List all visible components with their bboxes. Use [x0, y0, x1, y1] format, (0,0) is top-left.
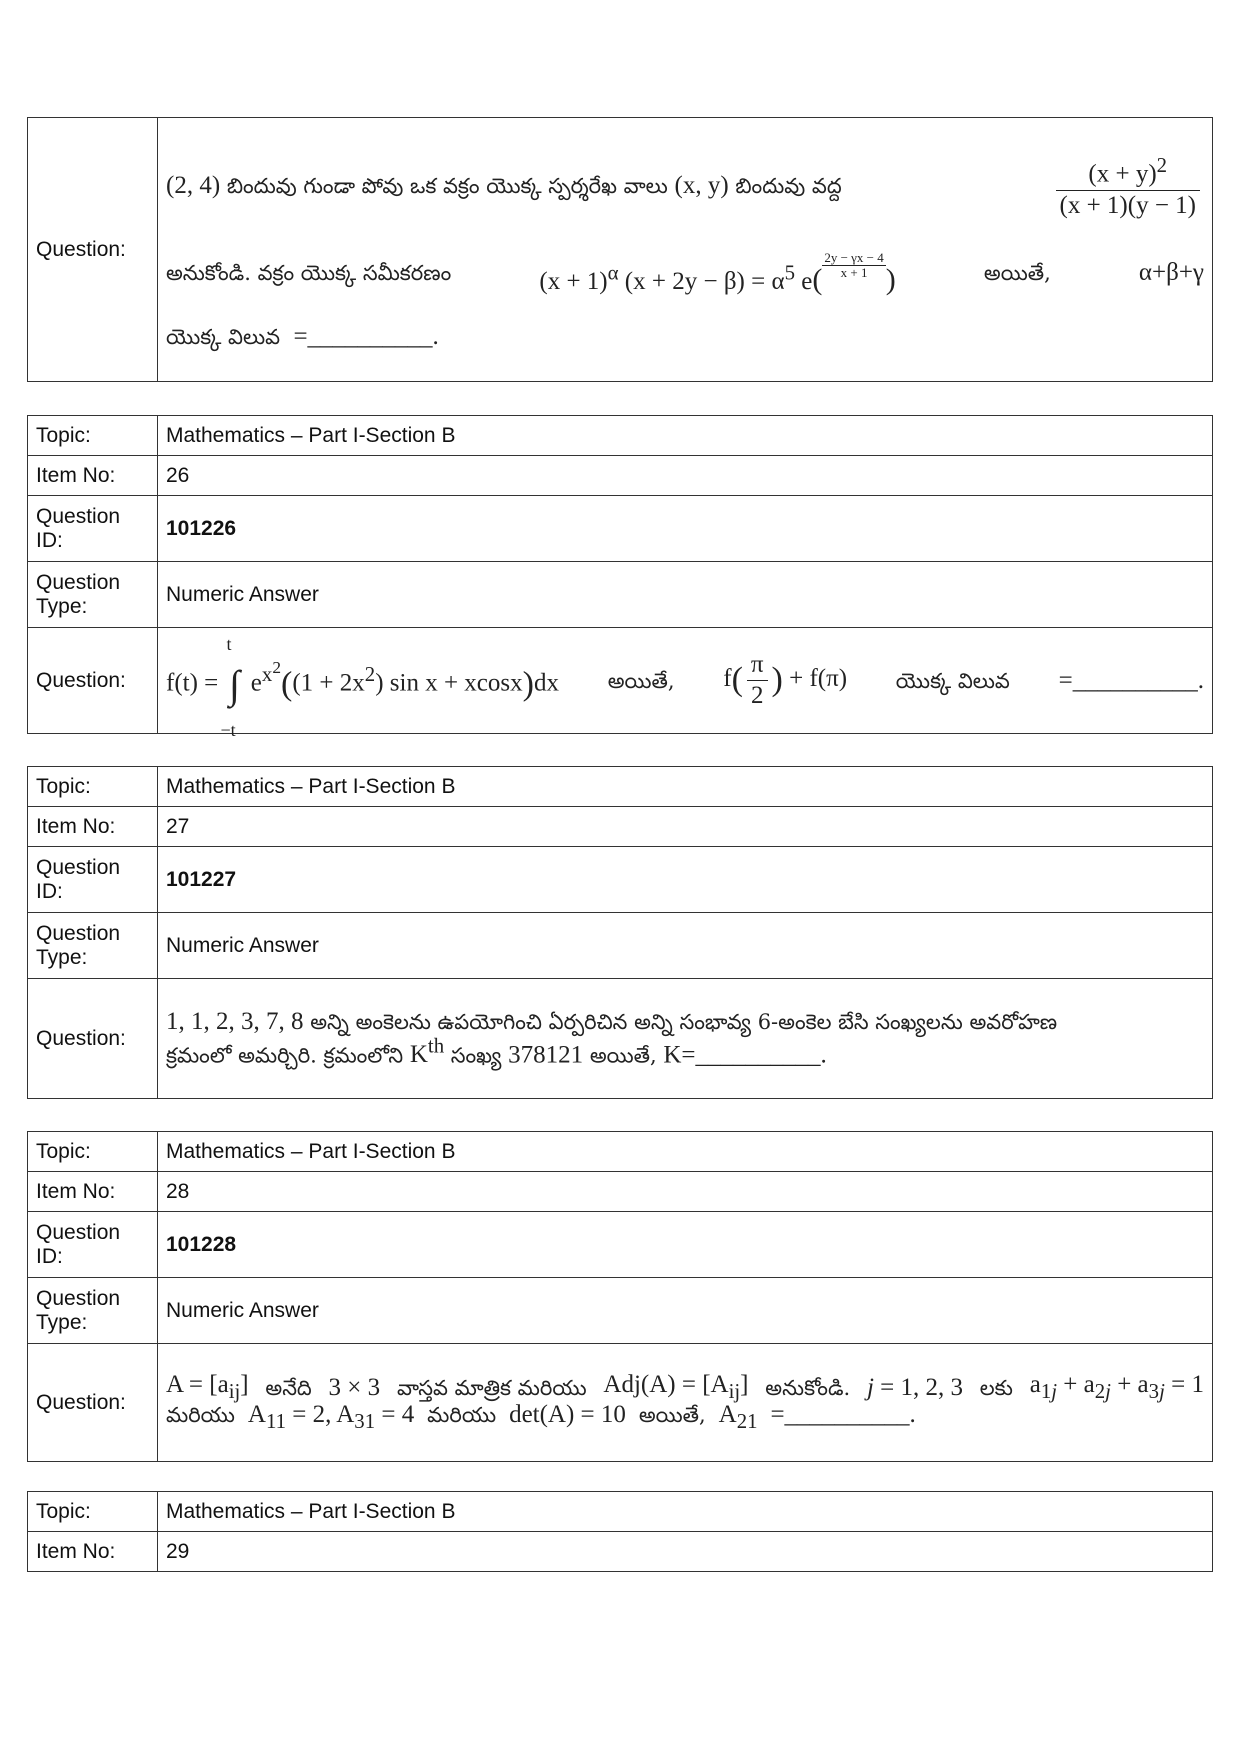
- q28-line2b: మరియు: [427, 1402, 497, 1427]
- question-type-label: Question Type:: [28, 913, 158, 979]
- question-label: Question:: [28, 118, 158, 382]
- item-no-label: Item No:: [28, 1532, 158, 1572]
- topic-label: Topic:: [28, 1492, 158, 1532]
- slope-fraction: $\frac{(x + y)^2}{(x + 1)(y - 1)}$: [1056, 150, 1201, 220]
- q26-then: అయితే,: [607, 668, 675, 693]
- topic-value: Mathematics – Part I-Section B: [158, 1492, 1213, 1532]
- question-type-label: Question Type:: [28, 562, 158, 628]
- item-no-value: 26: [158, 456, 1213, 496]
- q25-at: బిందువు వద్ద: [735, 173, 842, 198]
- topic-label: Topic:: [28, 1132, 158, 1172]
- q27-digits: 1, 1, 2, 3, 7, 8: [166, 1007, 304, 1035]
- item-no-value: 28: [158, 1172, 1213, 1212]
- question-label: Question:: [28, 1344, 158, 1462]
- q25-then: అయితే,: [983, 260, 1051, 285]
- question-id-value: 101228: [158, 1212, 1213, 1278]
- item-no-value: 29: [158, 1532, 1213, 1572]
- det-value: det(A) = 10: [502, 1400, 633, 1428]
- topic-label: Topic:: [28, 416, 158, 456]
- q28-line1c: అనుకోండి.: [765, 1375, 851, 1400]
- question-id-label: Question ID:: [28, 1212, 158, 1278]
- topic-value: Mathematics – Part I-Section B: [158, 416, 1213, 456]
- q27-line2c: అయితే,: [589, 1043, 657, 1068]
- topic-value: Mathematics – Part I-Section B: [158, 767, 1213, 807]
- q25-line3: యొక్క విలువ: [166, 324, 281, 349]
- question-label: Question:: [28, 979, 158, 1099]
- q25-line1: బిందువు గుండా పోవు ఒక వక్రం యొక్క స్పర్శరేఖ వాలు: [226, 173, 668, 198]
- question-type-value: Numeric Answer: [158, 562, 1213, 628]
- q28-line2a: మరియు: [166, 1402, 235, 1427]
- question-type-value: Numeric Answer: [158, 913, 1213, 979]
- adjoint-a: $Adj(A) = [A_{ij}]$: [603, 1370, 749, 1403]
- cofactor-values: $A_{11} = 2$, $A_{31} = 4$: [241, 1400, 421, 1433]
- item-no-value: 27: [158, 807, 1213, 847]
- matrix-a: $A = [a_{ij}]$: [166, 1370, 249, 1403]
- q27-line2b: సంఖ్య: [450, 1043, 502, 1068]
- question-label: Question:: [28, 628, 158, 734]
- q27-line2a: క్రమంలో అమర్చిరి. క్రమంలోని: [166, 1043, 404, 1068]
- question-type-label: Question Type:: [28, 1278, 158, 1344]
- question-26-table: [27, 415, 1213, 740]
- answer-blank: K=__________.: [663, 1041, 827, 1069]
- topic-value: Mathematics – Part I-Section B: [158, 1132, 1213, 1172]
- matrix-size: 3 × 3: [328, 1373, 381, 1401]
- question-text: [158, 628, 1213, 740]
- question-id-label: Question ID:: [28, 496, 158, 562]
- integral-expression: f(t) = t ∫ −t $e^{x^2}((1 + 2x^2)$ sin x + xcosx)dx: [166, 633, 559, 740]
- q27-kth: $K^{th}$: [409, 1033, 445, 1069]
- column-sum: $a_{1j} + a_{2j} + a_{3j} = 1$: [1029, 1370, 1204, 1403]
- f-expression: f( $\frac{\pi}{2}$ ) + f(π): [723, 651, 848, 709]
- a21: $A_{21}$: [712, 1400, 758, 1433]
- q28-line2c: అయితే,: [638, 1402, 706, 1427]
- q28-line1a: అనేది: [265, 1375, 312, 1400]
- question-text: [158, 979, 1213, 1099]
- question-28-table: [27, 1131, 1213, 1462]
- question-id-value: 101227: [158, 847, 1213, 913]
- question-27-table: [27, 766, 1213, 1099]
- question-type-value: Numeric Answer: [158, 1278, 1213, 1344]
- q27-line1: అన్ని అంకెలను ఉపయోగించి ఏర్పరిచిన అన్ని సంభావ్య 6-అంకెల బేసి సంఖ్యలను అవరోహణ: [310, 1009, 1058, 1034]
- point-2-4: (2, 4): [166, 171, 221, 199]
- question-id-value: 101226: [158, 496, 1213, 562]
- q28-line1d: లకు: [979, 1375, 1013, 1400]
- question-id-label: Question ID:: [28, 847, 158, 913]
- item-no-label: Item No:: [28, 456, 158, 496]
- question-text: [158, 1344, 1213, 1462]
- curve-equation: $(x + 1)^\alpha$ $(x + 2y - \beta) = \alpha^5$ e( $\frac{2y - \gamma x - 4}{x + 1}$ ): [539, 250, 896, 296]
- question-29-table: [27, 1491, 1213, 1572]
- answer-blank: =__________.: [293, 322, 439, 350]
- q25-line2: అనుకోండి. వక్రం యొక్క సమీకరణం: [166, 260, 452, 285]
- point-xy: (x, y): [674, 171, 729, 199]
- answer-blank: =__________.: [1058, 666, 1204, 694]
- answer-blank: =__________.: [770, 1400, 916, 1428]
- item-no-label: Item No:: [28, 1172, 158, 1212]
- j-range: j = 1, 2, 3: [866, 1373, 964, 1401]
- q25-sum: α+β+γ: [1138, 258, 1204, 286]
- question-text: [158, 118, 1213, 382]
- q26-value-of: యొక్క విలువ: [895, 668, 1010, 693]
- question-25-table: [27, 117, 1213, 382]
- q27-number: 378121: [508, 1041, 584, 1069]
- item-no-label: Item No:: [28, 807, 158, 847]
- q28-line1b: వాస్తవ మాత్రిక మరియు: [396, 1375, 587, 1400]
- topic-label: Topic:: [28, 767, 158, 807]
